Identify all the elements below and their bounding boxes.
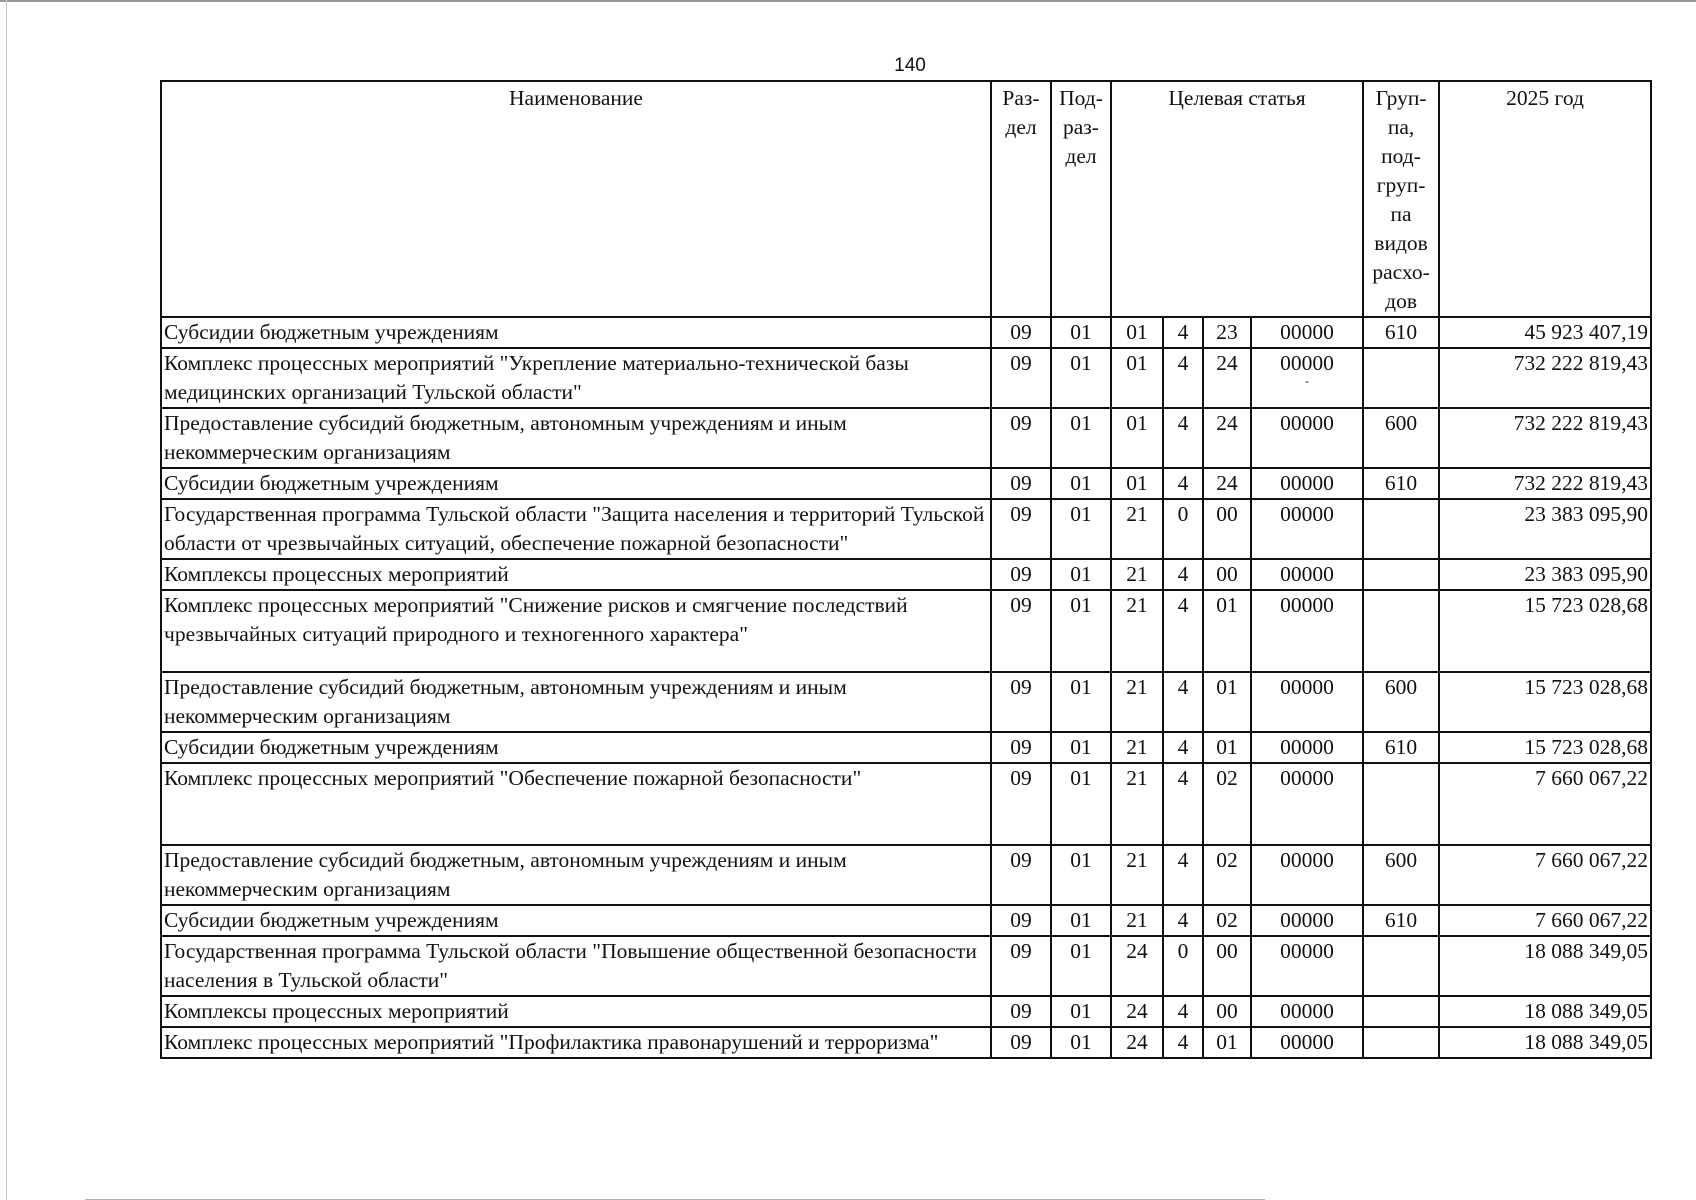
row-amount: 732 222 819,43	[1439, 348, 1651, 408]
row-target-type: 4	[1163, 996, 1203, 1027]
row-expense-group: 610	[1363, 317, 1439, 348]
row-expense-group: 600	[1363, 845, 1439, 905]
row-podrazdel: 01	[1051, 468, 1111, 499]
table-row	[161, 905, 1651, 936]
row-podrazdel: 01	[1051, 763, 1111, 845]
row-razdel: 09	[991, 845, 1051, 905]
scan-edge-top	[0, 0, 1696, 2]
row-podrazdel: 01	[1051, 1027, 1111, 1058]
row-target-structure: 00	[1203, 499, 1251, 559]
row-amount: 7 660 067,22	[1439, 905, 1651, 936]
row-amount: 18 088 349,05	[1439, 1027, 1651, 1058]
table-row	[161, 672, 1651, 732]
row-expense-group	[1363, 1027, 1439, 1058]
budget-table	[160, 80, 1652, 1059]
row-podrazdel: 01	[1051, 996, 1111, 1027]
row-target-program: 21	[1111, 845, 1163, 905]
table-row	[161, 468, 1651, 499]
row-podrazdel: 01	[1051, 559, 1111, 590]
header-expense-group: Груп- па, под- груп- па видов расхо- дов	[1363, 81, 1439, 317]
row-amount: 18 088 349,05	[1439, 996, 1651, 1027]
row-target-program: 01	[1111, 468, 1163, 499]
row-target-structure: 01	[1203, 672, 1251, 732]
row-name: Субсидии бюджетным учреждениям	[161, 905, 991, 936]
table-header-row	[161, 81, 1651, 317]
row-target-program: 01	[1111, 317, 1163, 348]
row-expense-group	[1363, 763, 1439, 845]
row-target-program: 01	[1111, 408, 1163, 468]
row-name: Субсидии бюджетным учреждениям	[161, 732, 991, 763]
header-razdel: Раз- дел	[991, 81, 1051, 317]
row-razdel: 09	[991, 936, 1051, 996]
row-target-type: 4	[1163, 559, 1203, 590]
row-amount: 7 660 067,22	[1439, 845, 1651, 905]
row-target-structure: 24	[1203, 408, 1251, 468]
row-razdel: 09	[991, 348, 1051, 408]
row-target-type: 4	[1163, 845, 1203, 905]
row-razdel: 09	[991, 996, 1051, 1027]
row-target-direction: 00000	[1251, 590, 1363, 672]
row-target-direction: 00000	[1251, 317, 1363, 348]
row-podrazdel: 01	[1051, 845, 1111, 905]
row-expense-group	[1363, 590, 1439, 672]
row-name: Предоставление субсидий бюджетным, автономным учреждениям и иным некоммерческим организациям	[161, 408, 991, 468]
row-target-direction: 00000	[1251, 408, 1363, 468]
row-target-program: 21	[1111, 905, 1163, 936]
row-target-direction: 00000	[1251, 672, 1363, 732]
scan-edge-left	[6, 0, 7, 1200]
row-podrazdel: 01	[1051, 936, 1111, 996]
row-name: Комплекс процессных мероприятий "Обеспечение пожарной безопасности"	[161, 763, 991, 845]
row-amount: 23 383 095,90	[1439, 499, 1651, 559]
row-target-type: 4	[1163, 732, 1203, 763]
row-target-structure: 00	[1203, 936, 1251, 996]
table-row	[161, 590, 1651, 672]
row-expense-group	[1363, 936, 1439, 996]
row-target-direction: 00000	[1251, 468, 1363, 499]
row-target-program: 21	[1111, 763, 1163, 845]
table-row	[161, 732, 1651, 763]
header-year: 2025 год	[1439, 81, 1651, 317]
header-name: Наименование	[161, 81, 991, 317]
row-name: Государственная программа Тульской области "Защита населения и территорий Тульской области от чрезвычайных ситуаций, обеспечение пожарной безопасности"	[161, 499, 991, 559]
row-target-program: 24	[1111, 1027, 1163, 1058]
row-razdel: 09	[991, 590, 1051, 672]
row-expense-group	[1363, 559, 1439, 590]
row-target-type: 4	[1163, 317, 1203, 348]
row-target-structure: 00	[1203, 559, 1251, 590]
row-target-direction: 00000	[1251, 499, 1363, 559]
row-amount: 18 088 349,05	[1439, 936, 1651, 996]
row-podrazdel: 01	[1051, 905, 1111, 936]
row-name: Комплексы процессных мероприятий	[161, 559, 991, 590]
row-target-direction: 00000	[1251, 905, 1363, 936]
row-amount: 732 222 819,43	[1439, 468, 1651, 499]
row-target-type: 4	[1163, 672, 1203, 732]
row-razdel: 09	[991, 672, 1051, 732]
row-name: Комплекс процессных мероприятий "Укрепление материально-технической базы медицинских организаций Тульской области"	[161, 348, 991, 408]
row-amount: 7 660 067,22	[1439, 763, 1651, 845]
row-razdel: 09	[991, 905, 1051, 936]
row-target-direction: 00000	[1251, 732, 1363, 763]
row-target-direction: 00000	[1251, 1027, 1363, 1058]
row-target-program: 01	[1111, 348, 1163, 408]
row-name: Субсидии бюджетным учреждениям	[161, 317, 991, 348]
page-number: 140	[894, 55, 926, 76]
row-target-direction: 00000 -	[1251, 348, 1363, 408]
row-name: Государственная программа Тульской области "Повышение общественной безопасности населения в Тульской области"	[161, 936, 991, 996]
table-row	[161, 845, 1651, 905]
row-target-type: 0	[1163, 499, 1203, 559]
row-expense-group: 610	[1363, 905, 1439, 936]
row-target-program: 24	[1111, 996, 1163, 1027]
row-podrazdel: 01	[1051, 348, 1111, 408]
table-row	[161, 936, 1651, 996]
row-name: Предоставление субсидий бюджетным, автономным учреждениям и иным некоммерческим организациям	[161, 845, 991, 905]
row-expense-group	[1363, 348, 1439, 408]
row-target-structure: 23	[1203, 317, 1251, 348]
stray-mark: -	[1305, 374, 1310, 388]
row-target-direction: 00000	[1251, 559, 1363, 590]
row-razdel: 09	[991, 763, 1051, 845]
row-amount: 15 723 028,68	[1439, 590, 1651, 672]
row-target-type: 4	[1163, 905, 1203, 936]
row-amount: 23 383 095,90	[1439, 559, 1651, 590]
row-target-structure: 02	[1203, 845, 1251, 905]
table-row	[161, 559, 1651, 590]
row-target-structure: 01	[1203, 1027, 1251, 1058]
row-target-direction: 00000	[1251, 936, 1363, 996]
row-target-program: 21	[1111, 499, 1163, 559]
row-amount: 45 923 407,19	[1439, 317, 1651, 348]
row-target-direction: 00000	[1251, 845, 1363, 905]
row-target-type: 4	[1163, 763, 1203, 845]
row-expense-group: 610	[1363, 732, 1439, 763]
row-razdel: 09	[991, 468, 1051, 499]
row-podrazdel: 01	[1051, 672, 1111, 732]
row-name: Комплексы процессных мероприятий	[161, 996, 991, 1027]
table-body	[161, 317, 1651, 1058]
row-razdel: 09	[991, 559, 1051, 590]
row-target-type: 4	[1163, 468, 1203, 499]
row-razdel: 09	[991, 1027, 1051, 1058]
row-target-type: 4	[1163, 408, 1203, 468]
row-razdel: 09	[991, 317, 1051, 348]
header-target-article: Целевая статья	[1111, 81, 1363, 317]
row-name: Комплекс процессных мероприятий "Снижение рисков и смягчение последствий чрезвычайных ситуаций природного и техногенного характера"	[161, 590, 991, 672]
row-target-type: 0	[1163, 936, 1203, 996]
row-razdel: 09	[991, 408, 1051, 468]
row-razdel: 09	[991, 499, 1051, 559]
row-target-structure: 01	[1203, 590, 1251, 672]
row-razdel: 09	[991, 732, 1051, 763]
row-target-program: 21	[1111, 672, 1163, 732]
row-target-program: 21	[1111, 590, 1163, 672]
row-podrazdel: 01	[1051, 590, 1111, 672]
row-target-type: 4	[1163, 348, 1203, 408]
table-row	[161, 408, 1651, 468]
row-expense-group: 610	[1363, 468, 1439, 499]
row-target-structure: 24	[1203, 348, 1251, 408]
table-row	[161, 317, 1651, 348]
row-target-program: 24	[1111, 936, 1163, 996]
row-amount: 732 222 819,43	[1439, 408, 1651, 468]
row-name: Предоставление субсидий бюджетным, автономным учреждениям и иным некоммерческим организациям	[161, 672, 991, 732]
row-name: Комплекс процессных мероприятий "Профилактика правонарушений и терроризма"	[161, 1027, 991, 1058]
row-target-direction: 00000	[1251, 763, 1363, 845]
row-podrazdel: 01	[1051, 732, 1111, 763]
row-target-program: 21	[1111, 732, 1163, 763]
row-expense-group: 600	[1363, 408, 1439, 468]
table-row	[161, 1027, 1651, 1058]
row-podrazdel: 01	[1051, 499, 1111, 559]
row-amount: 15 723 028,68	[1439, 672, 1651, 732]
row-podrazdel: 01	[1051, 408, 1111, 468]
row-target-structure: 01	[1203, 732, 1251, 763]
row-target-structure: 02	[1203, 905, 1251, 936]
row-podrazdel: 01	[1051, 317, 1111, 348]
table-row	[161, 996, 1651, 1027]
row-target-type: 4	[1163, 1027, 1203, 1058]
row-target-direction: 00000	[1251, 996, 1363, 1027]
row-expense-group	[1363, 996, 1439, 1027]
row-target-structure: 02	[1203, 763, 1251, 845]
row-amount: 15 723 028,68	[1439, 732, 1651, 763]
row-name: Субсидии бюджетным учреждениям	[161, 468, 991, 499]
row-expense-group	[1363, 499, 1439, 559]
row-target-type: 4	[1163, 590, 1203, 672]
row-target-structure: 24	[1203, 468, 1251, 499]
row-expense-group: 600	[1363, 672, 1439, 732]
table-row	[161, 499, 1651, 559]
row-target-program: 21	[1111, 559, 1163, 590]
header-podrazdel: Под- раз- дел	[1051, 81, 1111, 317]
table-row	[161, 763, 1651, 845]
row-target-structure: 00	[1203, 996, 1251, 1027]
table-row	[161, 348, 1651, 408]
